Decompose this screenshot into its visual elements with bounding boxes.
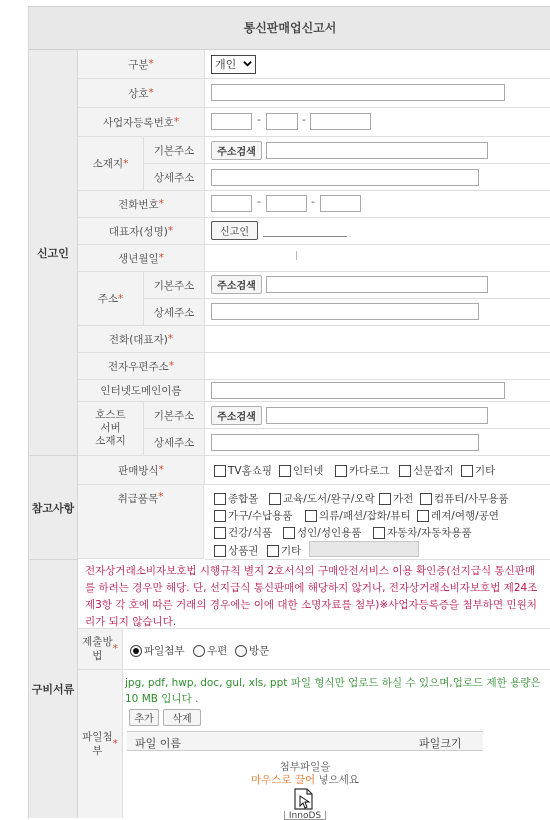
- label-host: 호스트 서버 소재지: [78, 402, 144, 456]
- phone-input-1[interactable]: [211, 195, 252, 212]
- address-detail-input[interactable]: [211, 303, 479, 320]
- label-sales-method: 판매방식 *: [78, 456, 205, 485]
- label-attach: 파일첨 부 *: [78, 670, 123, 818]
- label-birth: 생년월일 *: [78, 245, 205, 272]
- section-reference: 참고사항: [29, 456, 78, 560]
- label-submit-method: 제출방 법 *: [78, 629, 123, 670]
- location-basic-input[interactable]: [266, 142, 488, 159]
- checkbox[interactable]: [305, 510, 317, 522]
- item-option-mall[interactable]: 종합몰: [214, 491, 258, 506]
- sales-option-internet[interactable]: 인터넷: [279, 463, 323, 478]
- sales-option-newspaper[interactable]: 신문잡지: [399, 463, 454, 478]
- checkbox[interactable]: [399, 465, 411, 477]
- label-address: 주소 *: [78, 272, 144, 326]
- label-domain: 인터넷도메인이름: [78, 380, 205, 402]
- label-location-detail: 상세주소: [144, 164, 205, 191]
- submit-option-file[interactable]: 파일첨부: [130, 643, 185, 658]
- type-select[interactable]: 개인: [211, 55, 256, 74]
- item-option-health[interactable]: 건강/식품: [214, 525, 272, 540]
- checkbox[interactable]: [279, 465, 291, 477]
- label-items: 취급품목 *: [78, 485, 204, 559]
- checkbox[interactable]: [214, 493, 226, 505]
- applicant-button[interactable]: 신고인: [211, 221, 258, 240]
- host-basic-input[interactable]: [266, 407, 488, 424]
- checkbox[interactable]: [461, 465, 473, 477]
- label-host-detail: 상세주소: [144, 429, 205, 456]
- phone-input-3[interactable]: [320, 195, 361, 212]
- delete-file-button[interactable]: 삭제: [163, 709, 201, 726]
- label-address-basic: 기본주소: [144, 272, 205, 299]
- location-detail-input[interactable]: [211, 169, 479, 186]
- label-email: 전자우편주소 *: [78, 353, 205, 380]
- checkbox[interactable]: [269, 493, 281, 505]
- label-location: 소재지 *: [78, 137, 144, 191]
- label-address-detail: 상세주소: [144, 299, 205, 326]
- form-title: 통신판매업신고서: [29, 7, 550, 50]
- checkbox[interactable]: [379, 493, 391, 505]
- item-option-etc[interactable]: 기타: [267, 543, 301, 558]
- submit-option-mail[interactable]: 우편: [193, 643, 227, 658]
- report-form: 통신판매업신고서 신고인 참고사항 구비서류 구분 * 개인 상호 * 사업자등록번호 * - - 소재지 * 기본주소 상세주소 주소검색 전화번호 * - - 대표자(성명) * 신고인 생년월일 * 주소 * 기본주소 상세주소 주소검색 전화(대표자) * 전자우편주소 * 인터넷도메인이름 호스트 서버 소재지 기본주소 상세주소 주소검색 판매방식 * TV홈쇼핑 인터넷 카다로그 신문잡지 기타 취급품목 * 종합몰 교육/도서/완구/오락 가전 컴퓨터/사무용품 가구/수납용품 의류/패션/잡화/뷰티 레져/여행/공연 건강/식품 성인/성인용품 자동차/자동차용품 상품권 기타 전자상거래소비자보호법 시행규칙 별지 2호서식의 구매안전서비스 이용 확인증(선지급식 통신판매를 하려는 경우만 해당. 단, 선지급식 통신판매에 해당하지 않거나, 전자상거래소비자보호법 제24조제3항 각 호에 따른 거래의 경우에는 이에 대한 소명자료를 첨부)※사업자등록증을 첨부하면 민원처리가 되지 않습니다. 제출방 법 * 파일첨부 우편 방문 파일첨 부 * jpg, pdf, hwp, doc, gul, xls, ppt 파일 형식만 업로드 하실 수 있으며,업로드 제한 용량은 10 MB 입니다 . 추가 삭제 파일 이름 파일크기 첨부파일을 마우스로 끌어 넣으세요 InnoDS: [28, 6, 550, 818]
- checkbox[interactable]: [214, 510, 226, 522]
- file-drop-zone[interactable]: [127, 750, 483, 818]
- radio[interactable]: [235, 645, 247, 657]
- label-company: 상호 *: [78, 79, 205, 108]
- item-etc-input[interactable]: [309, 541, 419, 557]
- company-input[interactable]: [211, 84, 505, 101]
- host-detail-input[interactable]: [211, 434, 479, 451]
- bizno-input-2[interactable]: [266, 113, 298, 130]
- checkbox[interactable]: [214, 527, 226, 539]
- file-drag-icon: [291, 787, 317, 811]
- location-addr-search-button[interactable]: 주소검색: [211, 141, 262, 160]
- host-addr-search-button[interactable]: 주소검색: [211, 406, 262, 425]
- checkbox[interactable]: [420, 493, 432, 505]
- drop-hint-line2: 마우스로 끌어 넣으세요: [250, 774, 360, 786]
- file-table-header: [127, 731, 483, 751]
- checkbox[interactable]: [335, 465, 347, 477]
- file-name-column: 파일 이름: [135, 737, 182, 750]
- item-option-car[interactable]: 자동차/자동차용품: [373, 525, 472, 540]
- label-type: 구분 *: [78, 50, 205, 79]
- notice-text: 전자상거래소비자보호법 시행규칙 별지 2호서식의 구매안전서비스 이용 확인증(선지급식 통신판매를 하려는 경우만 해당. 단, 선지급식 통신판매에 해당하지 않거나, 전자상거래소비자보호법 제24조제3항 각 호에 따른 거래의 경우에는 이에 대한 소명자료를 첨부)※사업자등록증을 첨부하면 민원처리가 되지 않습니다.: [85, 565, 538, 628]
- sales-option-etc[interactable]: 기타: [461, 463, 495, 478]
- section-documents: 구비서류: [29, 560, 78, 818]
- sales-option-tv[interactable]: TV홈쇼핑: [214, 463, 272, 478]
- upload-info-text: jpg, pdf, hwp, doc, gul, xls, ppt 파일 형식만 업로드 하실 수 있으며,업로드 제한 용량은 10 MB 입니다 .: [125, 677, 541, 705]
- label-phone: 전화번호 *: [78, 191, 205, 218]
- label-rep: 대표자(성명) *: [78, 218, 205, 245]
- innods-logo-text: InnoDS: [284, 811, 326, 820]
- bizno-input-3[interactable]: [310, 113, 371, 130]
- radio-selected[interactable]: [130, 645, 142, 657]
- item-option-education[interactable]: 교육/도서/완구/오락: [269, 491, 375, 506]
- label-bizno: 사업자등록번호 *: [78, 108, 205, 137]
- item-option-computer[interactable]: 컴퓨터/사무용품: [420, 491, 509, 506]
- rep-name-field[interactable]: [263, 236, 347, 237]
- file-size-column: 파일크기: [419, 737, 462, 750]
- address-addr-search-button[interactable]: 주소검색: [211, 275, 262, 294]
- submit-option-visit[interactable]: 방문: [235, 643, 269, 658]
- checkbox[interactable]: [267, 545, 279, 557]
- checkbox[interactable]: [373, 527, 385, 539]
- checkbox[interactable]: [417, 510, 429, 522]
- radio[interactable]: [193, 645, 205, 657]
- text-cursor: [296, 251, 297, 260]
- address-basic-input[interactable]: [266, 276, 488, 293]
- drop-hint-line1: 첨부파일을: [279, 761, 331, 773]
- domain-input[interactable]: [211, 382, 505, 399]
- label-location-basic: 기본주소: [144, 137, 205, 164]
- item-option-adult[interactable]: 성인/성인용품: [283, 525, 361, 540]
- checkbox[interactable]: [214, 545, 226, 557]
- label-rep-phone: 전화(대표자) *: [78, 326, 205, 353]
- section-applicant: 신고인: [29, 50, 78, 456]
- item-option-furniture[interactable]: 가구/수납용품: [214, 508, 292, 523]
- checkbox[interactable]: [214, 465, 226, 477]
- add-file-button[interactable]: 추가: [129, 709, 159, 726]
- chevron-down-icon: [243, 59, 252, 68]
- bizno-input-1[interactable]: [211, 113, 252, 130]
- item-option-leisure[interactable]: 레져/여행/공연: [417, 508, 499, 523]
- checkbox[interactable]: [283, 527, 295, 539]
- label-host-basic: 기본주소: [144, 402, 205, 429]
- phone-input-2[interactable]: [266, 195, 307, 212]
- item-option-appliance[interactable]: 가전: [379, 491, 413, 506]
- item-option-fashion[interactable]: 의류/패션/잡화/뷰티: [305, 508, 411, 523]
- sales-option-catalog[interactable]: 카다로그: [335, 463, 390, 478]
- item-option-voucher[interactable]: 상품권: [214, 543, 258, 558]
